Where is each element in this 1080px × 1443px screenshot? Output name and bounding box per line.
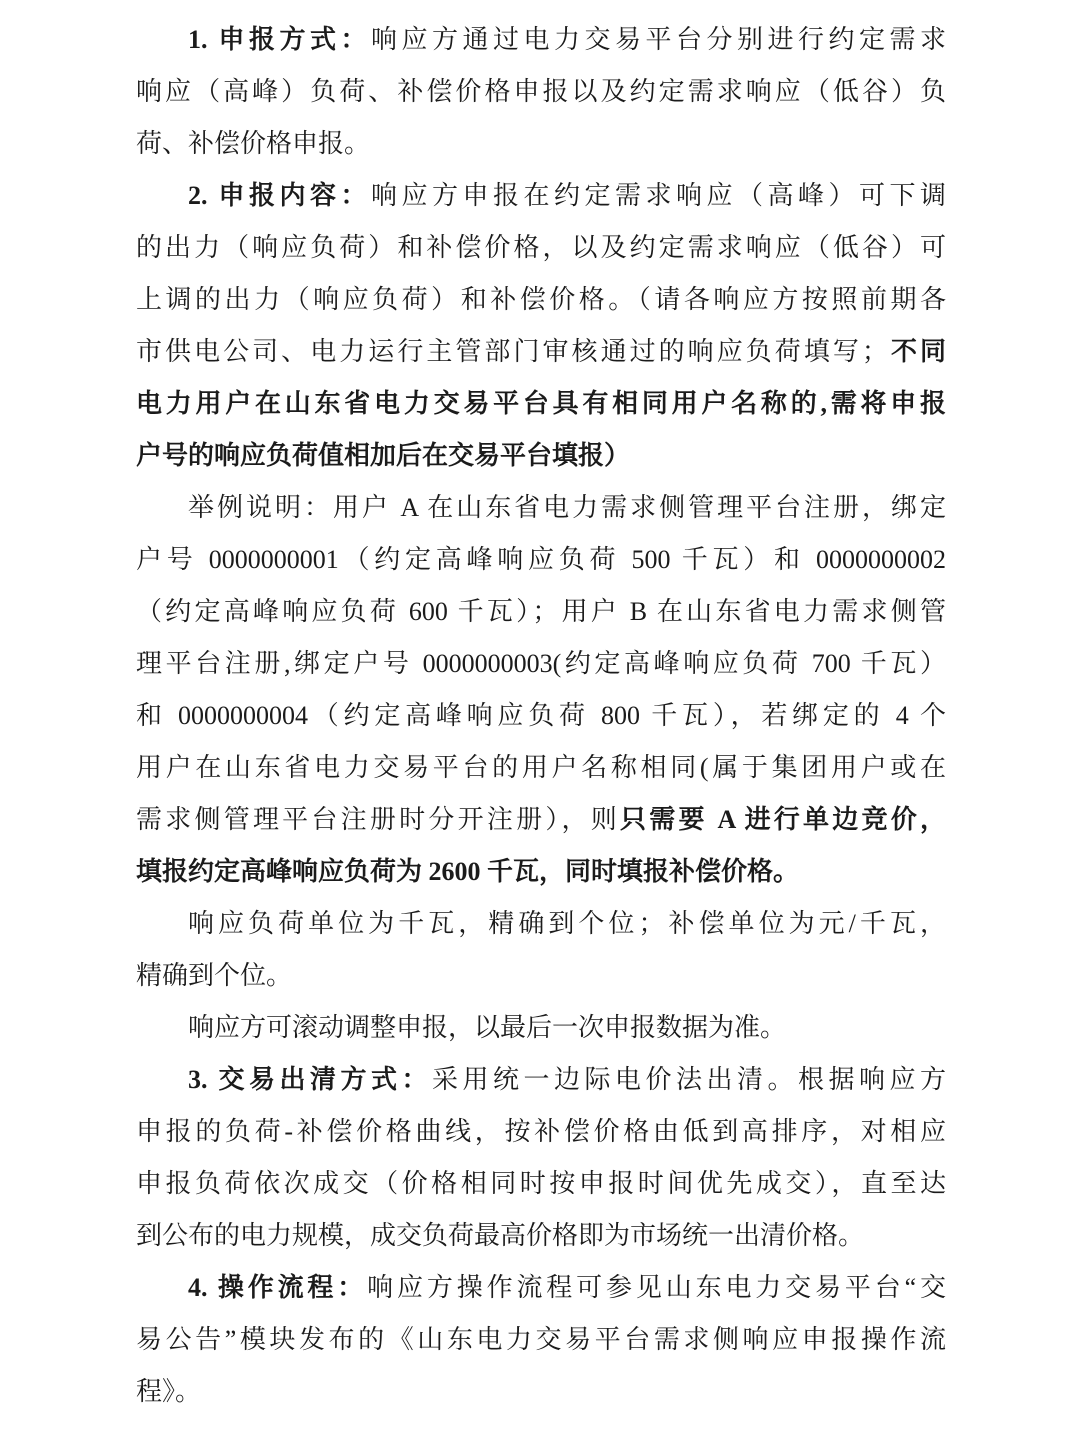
text-run: 响应负荷单位为千瓦，精确到个位；补偿单位为元/千瓦， [188,909,946,938]
text-run: 响应方操作流程可参见山东电力交易平台“交 [367,1273,946,1302]
text-run: 到公布的电力规模，成交负荷最高价格即为市场统一出清价格。 [136,1221,865,1250]
para-2-declaration-content [136,170,946,482]
text-run: 申报负荷依次成交（价格相同时按申报时间优先成交），直至达 [136,1169,946,1198]
text-line [136,898,946,950]
text-run: 响应方申报在约定需求响应（高峰）可下调 [371,181,946,210]
bold-text-run: 2. 申报内容： [188,181,371,210]
text-line [136,378,946,430]
bold-text-run: 电力用户在山东省电力交易平台具有相同用户名称的,需将申报 [136,389,946,418]
text-line [136,66,946,118]
para-5-rolling-adjustment [136,1002,946,1054]
para-6-clearing-method [136,1054,946,1262]
bold-text-run: 户号的响应负荷值相加后在交易平台填报） [136,441,631,470]
text-line [136,1210,946,1262]
para-7-operation-flow [136,1262,946,1418]
text-line [136,846,946,898]
text-line [136,118,946,170]
text-run: 响应（高峰）负荷、补偿价格申报以及约定需求响应（低谷）负 [136,77,946,106]
bold-text-run: 填报约定高峰响应负荷为 2600 千瓦，同时填报补偿价格。 [136,857,800,886]
text-run: 响应方可滚动调整申报，以最后一次申报数据为准。 [188,1013,787,1042]
text-line [136,274,946,326]
text-line [136,742,946,794]
bold-text-run: 4. 操作流程： [188,1273,368,1302]
para-3-example [136,482,946,898]
text-line [136,1158,946,1210]
text-line [136,1262,946,1314]
text-run: 用户在山东省电力交易平台的用户名称相同(属于集团用户或在 [136,753,946,782]
text-line [136,1366,946,1418]
text-run: 上调的出力（响应负荷）和补偿价格。（请各响应方按照前期各 [136,285,946,314]
text-line [136,482,946,534]
text-run: 荷、补偿价格申报。 [136,129,371,158]
text-line [136,1314,946,1366]
text-line [136,170,946,222]
text-line [136,326,946,378]
bold-text-run: 1. 申报方式： [188,25,371,54]
text-run: 理平台注册,绑定户号 0000000003(约定高峰响应负荷 700 千瓦） [136,649,946,678]
text-line [136,1106,946,1158]
bold-text-run: 3. 交易出清方式： [188,1065,432,1094]
text-run: 市供电公司、电力运行主管部门审核通过的响应负荷填写； [136,337,888,366]
text-run: 和 0000000004（约定高峰响应负荷 800 千瓦），若绑定的 4 个 [136,701,946,730]
para-4-units [136,898,946,1002]
text-line [136,534,946,586]
text-run: （约定高峰响应负荷 600 千瓦）；用户 B 在山东省电力需求侧管 [136,597,946,626]
text-line [136,1054,946,1106]
bold-text-run: 只需要 A 进行单边竞价， [620,805,946,834]
text-run: 采用统一边际电价法出清。根据响应方 [432,1065,946,1094]
text-line [136,1002,946,1054]
text-run: 举例说明：用户 A 在山东省电力需求侧管理平台注册，绑定 [188,493,946,522]
para-1-declaration-method [136,14,946,170]
text-line [136,586,946,638]
text-run: 程》。 [136,1377,202,1406]
text-line [136,430,946,482]
text-run: 的出力（响应负荷）和补偿价格，以及约定需求响应（低谷）可 [136,233,946,262]
text-line [136,794,946,846]
text-run: 户号 0000000001（约定高峰响应负荷 500 千瓦）和 0000000002 [136,545,946,574]
text-line [136,638,946,690]
text-run: 申报的负荷-补偿价格曲线，按补偿价格由低到高排序，对相应 [136,1117,946,1146]
bold-text-run: 不同 [887,337,946,366]
text-run: 精确到个位。 [136,961,293,990]
text-line [136,222,946,274]
text-run: 易公告”模块发布的《山东电力交易平台需求侧响应申报操作流 [136,1325,946,1354]
text-line [136,690,946,742]
text-line [136,14,946,66]
text-run: 响应方通过电力交易平台分别进行约定需求 [371,25,946,54]
text-line [136,950,946,1002]
text-run: 需求侧管理平台注册时分开注册），则 [136,805,621,834]
document-body [136,14,946,1418]
